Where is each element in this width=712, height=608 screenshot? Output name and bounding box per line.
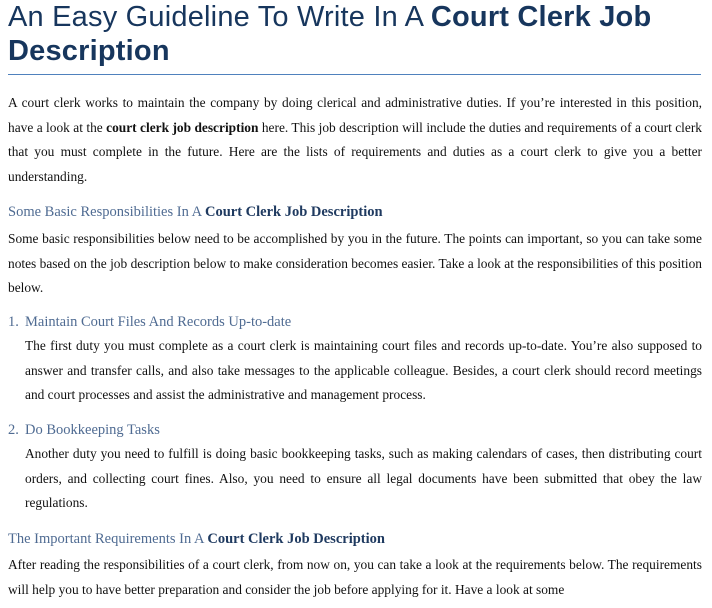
list-item-2-number: 2. bbox=[8, 422, 19, 438]
page-title bbox=[8, 0, 698, 68]
section2-heading: The Important Requirements In A Court Clerk Job Description bbox=[8, 531, 385, 547]
list-item-1-number: 1. bbox=[8, 314, 19, 330]
title-plain: An Easy Guideline To Write In A bbox=[8, 1, 431, 33]
intro-keyword: court clerk job description bbox=[106, 119, 259, 135]
list-item-1-text: The first duty you must complete as a court clerk is maintaining court files and records up-to-date. You’re also supposed to answer and transfer calls, and also take messages to the applicable colleague. Besides, a court clerk should record meetings and court processes and assist the administrative and management process. bbox=[25, 338, 702, 403]
title-bold: Court Clerk Job Description bbox=[8, 1, 652, 67]
title-underline bbox=[8, 74, 701, 75]
list-item-2-text: Another duty you need to fulfill is doing basic bookkeeping tasks, such as making calendars of cases, then distributing court orders, and collecting court fines. Also, you need to ensure all legal documents have been submitted that obey the law regulations. bbox=[25, 446, 702, 511]
section1-paragraph: Some basic responsibilities below need to be accomplished by you in the future. The points can important, so you can take some notes based on the job description below to make consideration becomes easier. Take a look at the responsibilities of this position below. bbox=[8, 231, 702, 296]
list-item-2-heading: 2. Do Bookkeeping Tasks bbox=[8, 422, 160, 438]
section2-paragraph: After reading the responsibilities of a court clerk, from now on, you can take a look at the requirements below. The requirements will help you to have better preparation and consider the job before applying for it. Have a look at some bbox=[8, 557, 702, 597]
list-item-1-heading: 1. Maintain Court Files And Records Up-to-date bbox=[8, 314, 292, 330]
section1-heading: Some Basic Responsibilities In A Court Clerk Job Description bbox=[8, 204, 383, 220]
intro-paragraph: A court clerk works to maintain the company by doing clerical and administrative duties. If you’re interested in this position, have a look at the court clerk job description here. This job description will include the duties and requirements of a court clerk that you must complete in the future. Here are the lists of requirements and duties as a court clerk to give you a better understanding. bbox=[8, 95, 702, 184]
